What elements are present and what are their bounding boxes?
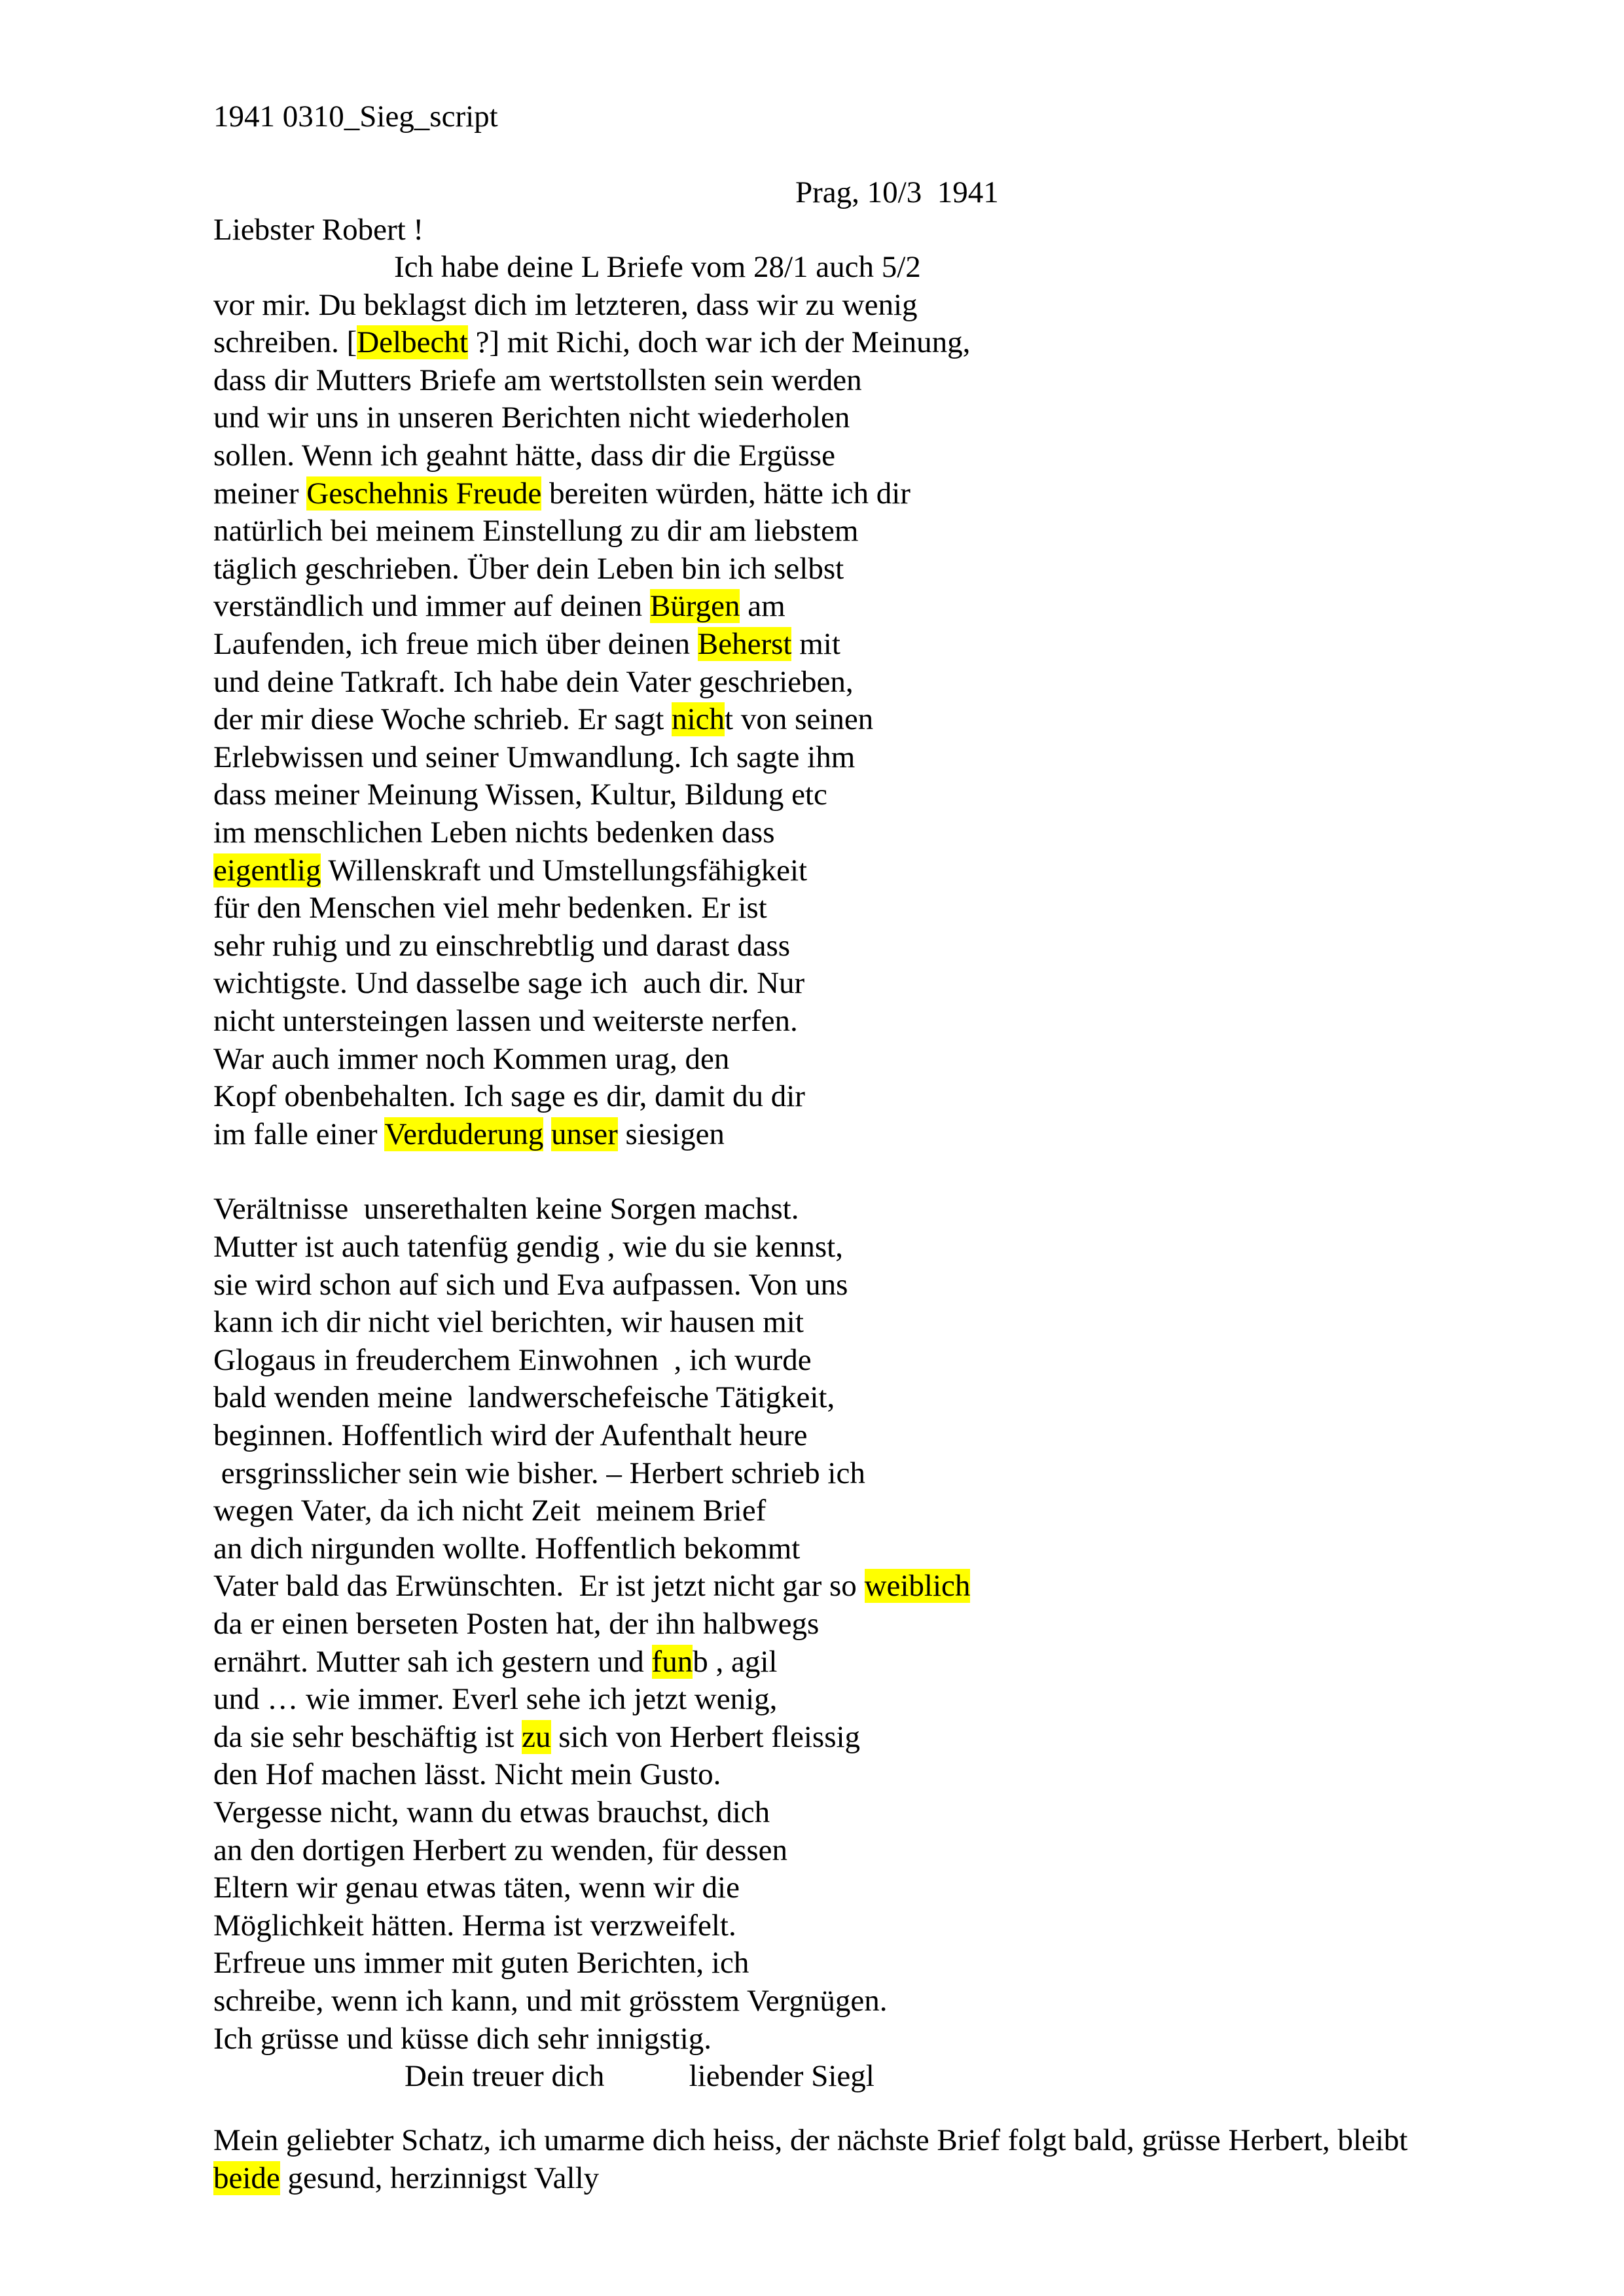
body-line	[213, 776, 827, 813]
body-line	[213, 1266, 848, 1303]
highlighted-word: Beherst	[697, 627, 792, 661]
body-line	[213, 362, 862, 399]
body-line	[213, 1342, 812, 1378]
text-segment: vor mir. Du beklagst dich im letzteren, dass wir zu wenig	[213, 288, 918, 322]
text-segment: da er einen berseten Posten hat, der ihn halbwegs	[213, 1607, 820, 1641]
highlighted-word: beide	[213, 2161, 280, 2195]
body-line	[213, 927, 790, 964]
text-segment: Mutter ist auch tatenfüg gendig , wie du sie kennst,	[213, 1230, 843, 1264]
body-line	[213, 1078, 805, 1115]
body-line	[213, 287, 918, 323]
postscript-line	[213, 2160, 599, 2197]
body-line	[213, 1982, 887, 2019]
body-line	[213, 588, 785, 624]
body-line	[213, 701, 873, 738]
body-line	[213, 1229, 843, 1265]
text-segment: Ich habe deine L Briefe vom 28/1 auch 5/2	[394, 250, 921, 284]
text-segment: Eltern wir genau etwas täten, wenn wir die	[213, 1871, 740, 1905]
text-segment: gesund, herzinnigst Vally	[280, 2161, 600, 2195]
text-segment: sich von Herbert fleissig	[550, 1720, 861, 1754]
text-segment: mit	[791, 627, 840, 661]
highlighted-word: Verduderung	[384, 1117, 544, 1151]
text-segment: da sie sehr beschäftig ist	[213, 1720, 522, 1754]
text-segment: kann ich dir nicht viel berichten, wir hausen mit	[213, 1305, 804, 1339]
body-line	[213, 512, 858, 549]
text-segment: sie wird schon auf sich und Eva aufpassen. Von uns	[213, 1268, 848, 1302]
text-segment: am	[740, 589, 785, 623]
body-line	[213, 1681, 777, 1717]
text-segment: Laufenden, ich freue mich über deinen	[213, 627, 698, 661]
body-line	[213, 664, 854, 700]
text-segment: wichtigste. Und dasselbe sage ich auch dir. Nur	[213, 966, 805, 1000]
body-line	[213, 1492, 766, 1529]
text-segment: ?] mit Richi, doch war ich der Meinung,	[467, 325, 971, 359]
text-segment: Erlebwissen und seiner Umwandlung. Ich sagte ihm	[213, 740, 856, 774]
letter-date: Prag, 10/3 1941	[795, 175, 999, 209]
text-segment: an den dortigen Herbert zu wenden, für dessen	[213, 1833, 788, 1867]
text-segment: bereiten würden, hätte ich dir	[541, 476, 911, 511]
text-segment: Kopf obenbehalten. Ich sage es dir, damit du dir	[213, 1079, 805, 1113]
body-line	[213, 1643, 777, 1680]
body-line	[213, 1907, 736, 1944]
letter-salutation: Liebster Robert !	[213, 213, 424, 247]
body-line	[213, 1945, 749, 1981]
body-line	[213, 1191, 799, 1227]
text-segment: bald wenden meine landwerschefeische Tätigkeit,	[213, 1380, 835, 1414]
body-line	[213, 626, 840, 662]
text-segment: siesigen	[617, 1117, 725, 1151]
text-segment: für den Menschen viel mehr bedenken. Er ist	[213, 891, 767, 925]
highlighted-word: Geschehnis Freude	[306, 476, 542, 511]
postscript-line	[213, 2122, 1408, 2159]
body-line	[213, 437, 835, 474]
body-line	[213, 889, 767, 926]
body-line	[394, 249, 921, 285]
text-segment: Möglichkeit hätten. Herma ist verzweifelt.	[213, 1909, 736, 1943]
text-segment: dass meiner Meinung Wissen, Kultur, Bildung etc	[213, 778, 827, 812]
highlighted-word: nich	[672, 702, 725, 736]
highlighted-word: unser	[550, 1117, 618, 1151]
text-segment: b , agil	[693, 1645, 778, 1679]
text-segment: Vergesse nicht, wann du etwas brauchst, dich	[213, 1795, 770, 1829]
body-line	[213, 1379, 835, 1416]
text-segment	[543, 1117, 551, 1151]
body-line	[213, 1003, 798, 1039]
body-line	[213, 1455, 865, 1492]
highlighted-word: Bürgen	[649, 589, 740, 623]
text-segment: im menschlichen Leben nichts bedenken dass	[213, 816, 775, 850]
body-line	[213, 399, 850, 436]
text-segment: nicht untersteingen lassen und weiterste nerfen.	[213, 1004, 798, 1038]
body-line	[213, 475, 911, 512]
text-segment: War auch immer noch Kommen urag, den	[213, 1042, 730, 1076]
text-segment: dass dir Mutters Briefe am wertstollsten sein werden	[213, 363, 862, 397]
text-segment: und deine Tatkraft. Ich habe dein Vater geschrieben,	[213, 665, 854, 699]
text-segment: wegen Vater, da ich nicht Zeit meinem Brief	[213, 1494, 767, 1528]
text-segment: der mir diese Woche schrieb. Er sagt	[213, 702, 672, 736]
text-segment: Willenskraft und Umstellungsfähigkeit	[321, 853, 808, 888]
text-segment: ersgrinsslicher sein wie bisher. – Herbert schrieb ich	[213, 1456, 865, 1490]
body-line	[213, 324, 970, 361]
highlighted-word: Delbecht	[357, 325, 468, 359]
text-segment: täglich geschrieben. Über dein Leben bin ich selbst	[213, 552, 844, 586]
text-segment: verständlich und immer auf deinen	[213, 589, 650, 623]
text-segment: ernährt. Mutter sah ich gestern und	[213, 1645, 652, 1679]
body-line	[213, 965, 804, 1001]
body-line	[213, 1530, 800, 1567]
body-line	[213, 550, 844, 587]
body-line	[213, 1794, 770, 1831]
body-line	[213, 1869, 740, 1906]
text-segment: den Hof machen lässt. Nicht mein Gusto.	[213, 1757, 721, 1791]
text-segment: Erfreue uns immer mit guten Berichten, ich	[213, 1946, 749, 1980]
text-segment: t von seinen	[725, 702, 874, 736]
text-segment: und wir uns in unseren Berichten nicht wiederholen	[213, 401, 850, 435]
body-line	[213, 1719, 860, 1755]
text-segment: sehr ruhig und zu einschrebtlig und darast dass	[213, 929, 791, 963]
body-line	[213, 852, 807, 889]
highlighted-word: fun	[651, 1645, 693, 1679]
text-segment: Mein geliebter Schatz, ich umarme dich heiss, der nächste Brief folgt bald, grüsse Herbert, bleibt	[213, 2123, 1408, 2157]
text-segment: schreiben. [	[213, 325, 357, 359]
text-segment: und … wie immer. Everl sehe ich jetzt wenig,	[213, 1682, 778, 1716]
text-segment: schreibe, wenn ich kann, und mit grösstem Vergnügen.	[213, 1984, 888, 2018]
body-line	[213, 814, 775, 851]
text-segment: sollen. Wenn ich geahnt hätte, dass dir die Ergüsse	[213, 439, 835, 473]
text-segment: an dich nirgunden wollte. Hoffentlich bekommt	[213, 1532, 801, 1566]
body-line	[213, 1832, 787, 1869]
body-line	[213, 1041, 729, 1077]
text-segment: Verältnisse unserethalten keine Sorgen machst.	[213, 1192, 799, 1226]
text-segment: natürlich bei meinem Einstellung zu dir am liebstem	[213, 514, 859, 548]
text-segment: Vater bald das Erwünschten. Er ist jetzt nicht gar so	[213, 1569, 865, 1603]
body-line	[213, 1605, 819, 1642]
highlighted-word: weiblich	[864, 1569, 971, 1603]
highlighted-word: eigentlig	[213, 853, 321, 888]
text-segment: Ich grüsse und küsse dich sehr innigstig.	[213, 2022, 712, 2056]
letter-closing: Dein treuer dich liebender Siegl	[405, 2059, 875, 2093]
text-segment: meiner	[213, 476, 307, 511]
text-segment: beginnen. Hoffentlich wird der Aufenthalt heure	[213, 1418, 808, 1452]
body-line	[213, 1417, 808, 1454]
body-line	[213, 2020, 712, 2057]
text-segment: im falle einer	[213, 1117, 385, 1151]
text-segment: Glogaus in freuderchem Einwohnen , ich wurde	[213, 1343, 812, 1377]
document-title: 1941 0310_Sieg_script	[213, 99, 498, 134]
body-line	[213, 739, 855, 776]
body-line	[213, 1756, 721, 1793]
body-line	[213, 1116, 725, 1153]
highlighted-word: zu	[522, 1720, 551, 1754]
body-line	[213, 1568, 970, 1604]
body-line	[213, 1304, 804, 1340]
